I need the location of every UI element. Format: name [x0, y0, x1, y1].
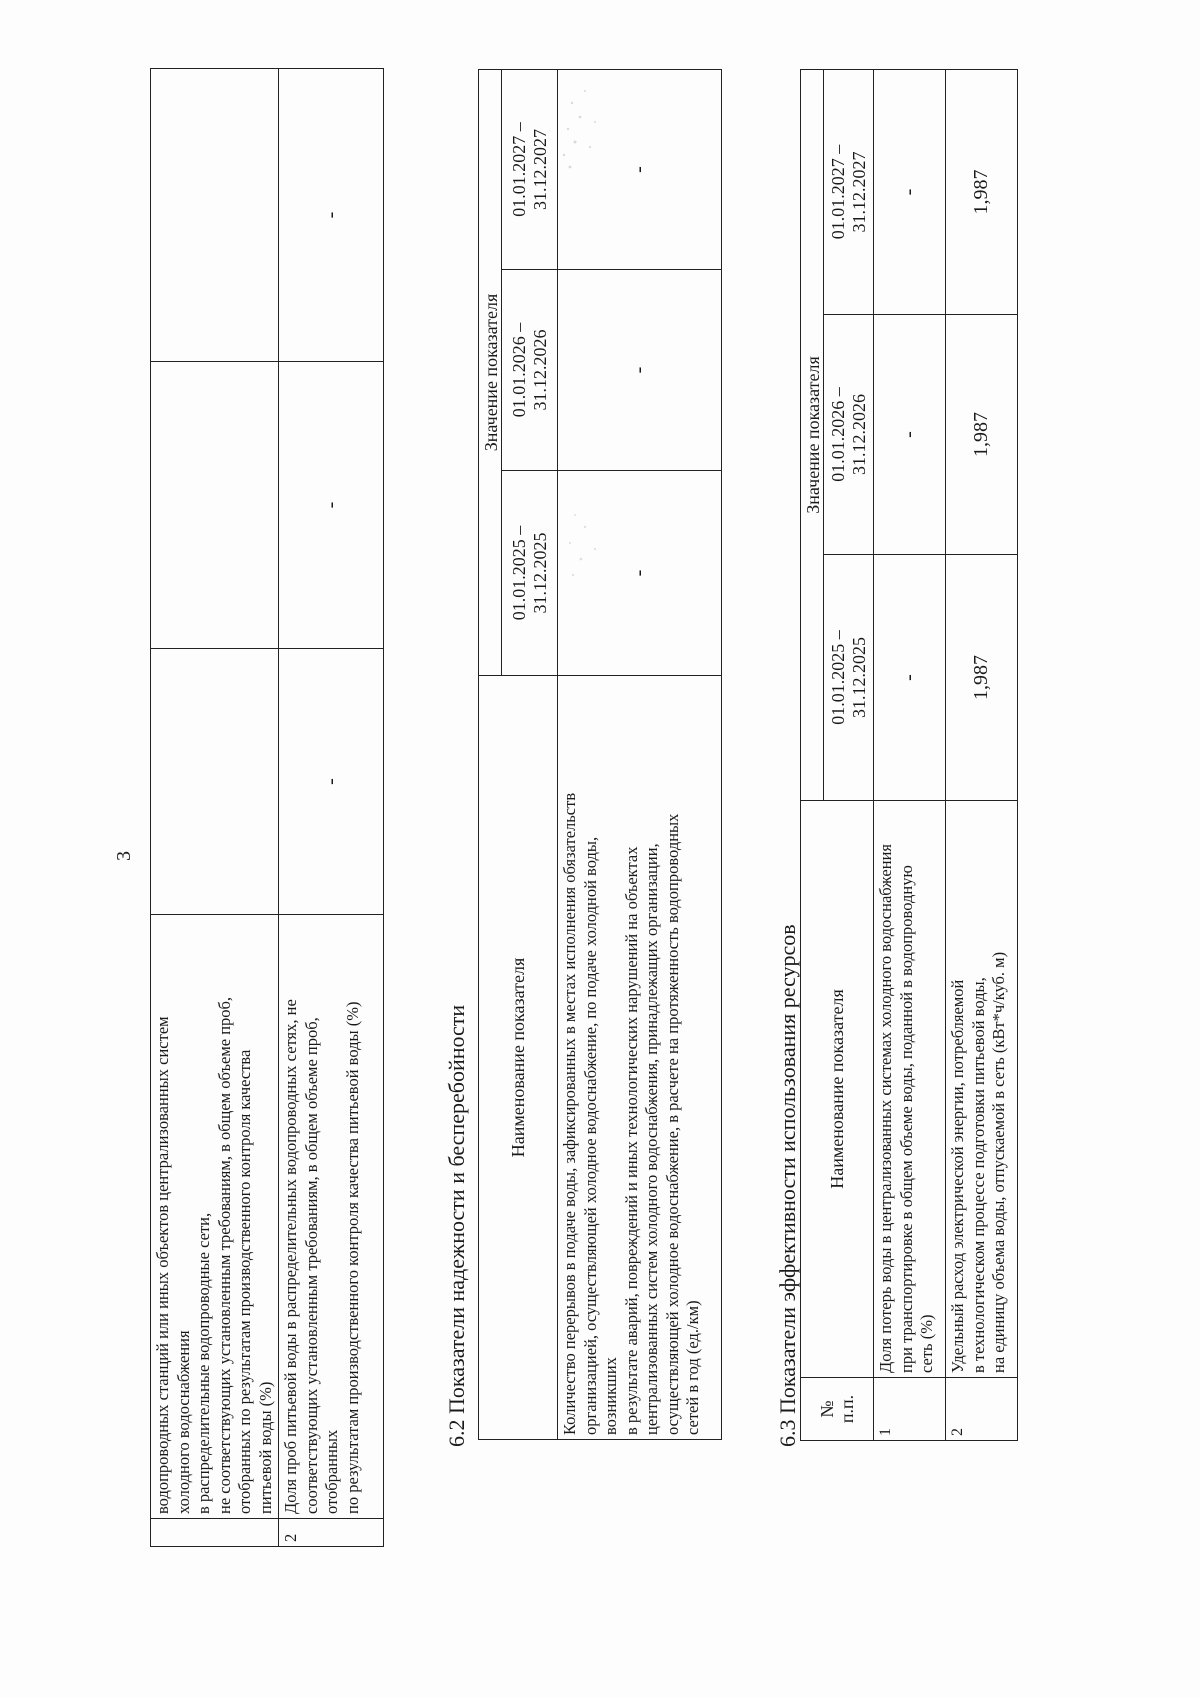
- value-2027-cell: 1,987: [946, 69, 1018, 314]
- table-header-row: [479, 69, 502, 1439]
- value-2027-cell: [151, 69, 279, 362]
- column-header-period-2026: 01.01.2026 – 31.12.2026: [824, 315, 874, 555]
- table-row: [874, 69, 946, 1440]
- column-header-period-2027: 01.01.2027 – 31.12.2027: [502, 69, 558, 269]
- column-group-header-values: Значение показателя: [479, 69, 502, 675]
- indicator-name-cell: Доля проб питьевой воды в распределительных водопроводных сетях, не соответствующих установленным требованиям, в общем объеме проб, отобранных по результатам производственного контроля качества питьевой воды (%): [279, 915, 384, 1519]
- indicator-name-cell: Доля потерь воды в централизованных системах холодного водоснабжения при транспортировке в общем объеме воды, поданной в водопроводную сеть (%): [874, 801, 946, 1378]
- table-row: [151, 69, 279, 1547]
- column-header-period-2027: 01.01.2027 – 31.12.2027: [824, 69, 874, 314]
- column-header-number: № п.п.: [801, 1378, 874, 1441]
- value-2026-cell: [151, 362, 279, 649]
- section-6-3-title: 6.3 Показатели эффективности использования ресурсов: [775, 924, 800, 1447]
- table-6-1-continued: [150, 68, 384, 1547]
- table-header-row: [801, 69, 824, 1440]
- column-header-name: Наименование показателя: [801, 801, 874, 1378]
- value-2026-cell: -: [279, 362, 384, 649]
- scan-artifact: [555, 497, 615, 587]
- indicator-name-cell: Удельный расход электрической энергии, потребляемой в технологическом процессе подготовки питьевой воды, на единицу объема воды, отпускаемой в сеть (кВт*ч/куб. м): [946, 801, 1018, 1378]
- value-2025-cell: -: [874, 555, 946, 801]
- page-number: 3: [113, 851, 135, 861]
- value-2027-cell: -: [279, 69, 384, 362]
- value-2025-cell: -: [279, 649, 384, 915]
- table-6-3-resource-efficiency: [800, 69, 1018, 1441]
- value-2027-cell: -: [874, 69, 946, 314]
- value-2026-cell: 1,987: [946, 315, 1018, 555]
- column-group-header-values: Значение показателя: [801, 69, 824, 800]
- value-2026-cell: -: [558, 270, 722, 471]
- value-2026-cell: -: [874, 315, 946, 555]
- row-number-cell: 2: [946, 1378, 1018, 1441]
- indicator-name-cell: Количество перерывов в подаче воды, зафиксированных в местах исполнения обязательств организацией, осуществляющей холодное водоснабжение, по подаче холодной воды, возникших в результате аварий, повреждений и иных технологических нарушений на объектах централизованных систем холодного водоснабжения, принадлежащих организации, осуществляющей холодное водоснабжение, в расчете на протяженность водопроводных сетей в год (ед./км): [558, 676, 722, 1440]
- column-header-name: Наименование показателя: [479, 676, 558, 1440]
- section-6-2-title: 6.2 Показатели надежности и бесперебойности: [444, 1004, 469, 1447]
- scan-artifact: [550, 67, 620, 177]
- table-6-2-reliability: [478, 69, 722, 1440]
- column-header-period-2026: 01.01.2026 – 31.12.2026: [502, 270, 558, 471]
- table-row: [558, 69, 722, 1439]
- row-number-cell: 2: [279, 1519, 384, 1547]
- value-2025-cell: 1,987: [946, 555, 1018, 801]
- table-row: [946, 69, 1018, 1440]
- indicator-name-cell: водопроводных станций или иных объектов централизованных систем холодного водоснабжения в распределительные водопроводные сети, не соответствующих установленным требованиям, в общем объеме проб, отобранных по результатам производственного контроля качества питьевой воды (%): [151, 915, 279, 1519]
- column-header-period-2025: 01.01.2025 – 31.12.2025: [502, 471, 558, 676]
- column-header-period-2025: 01.01.2025 – 31.12.2025: [824, 555, 874, 801]
- value-2025-cell: [151, 649, 279, 915]
- table-row: [279, 69, 384, 1547]
- value-2025-cell: -: [558, 471, 722, 676]
- row-number-cell: [151, 1519, 279, 1547]
- row-number-cell: 1: [874, 1378, 946, 1441]
- value-2027-cell: -: [558, 69, 722, 269]
